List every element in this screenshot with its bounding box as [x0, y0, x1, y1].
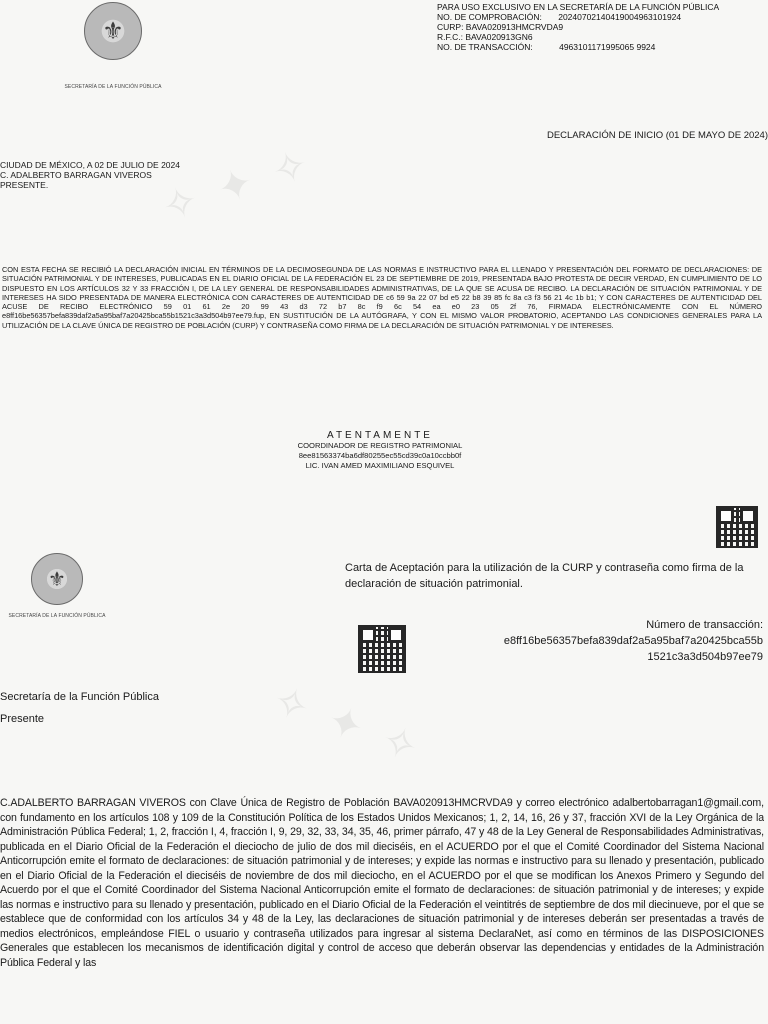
transaction-block — [504, 617, 763, 665]
watermark: ✧ ✦ ✧ — [157, 139, 321, 233]
reception-paragraph: CON ESTA FECHA SE RECIBIÓ LA DECLARACIÓN INICIAL EN TÉRMINOS DE LA DECIMOSEGUNDA DE LAS NORMAS E INSTRUCTIVO PARA EL LLENADO Y PRESENTACIÓN DEL FORMATO DE DECLARACIONES: DE SITUACIÓN PATRIMONIAL Y DE INTERESES, PUBLICADAS EN EL DIARIO OFICIAL DE LA FEDERACIÓN EL 23 DE SEPTIEMBRE DE 2019, PRESENTADA BAJO PROTESTA DE DECIR VERDAD, EN CUMPLIMIENTO DE LO DISPUESTO EN LOS ARTÍCULOS 32 Y 33 FRACCIÓN I, DE LA LEY GENERAL DE RESPONSABILIDADES ADMINISTRATIVAS, DE LA QUE SE ACUSA DE RECIBO. LA DECLARACIÓN DE SITUACIÓN PATRIMONIAL Y DE INTERESES HA SIDO PRESENTADA DE MANERA ELECTRÓNICA CON CARACTERES DE AUTENTICIDAD DE c6 59 9a 22 07 bd e5 22 b8 39 85 fc 8a c3 f3 56 21 4c 1b b1; Y CON CARACTERES DE AUTENTICIDAD DEL ACUSE DE RECIBO ELECTRÓNICO 59 01 61 2e 20 99 43 d3 72 b7 8c f9 6c 54 ea e0 23 05 2f 76, FIRMADA ELECTRÓNICAMENTE CON EL NÚMERO e8ff16be56357befa839daf2a5a95baf7a20425bca55b1521c3a3d504b97ee79.fup, EN SUSTITUCIÓN DE LA AUTÓGRAFA, Y CON EL MISMO VALOR PROBATORIO, ACEPTANDO LAS CONDICIONES GENERALES PARA LA UTILIZACIÓN DE LA CLAVE ÚNICA DE REGISTRO DE POBLACIÓN (CURP) Y CONTRASEÑA COMO FIRMA DE LA DECLARACIÓN DE SITUACIÓN PATRIMONIAL Y DE INTERESES. — [2, 265, 762, 330]
header-info — [437, 2, 762, 52]
qr-code-icon — [716, 506, 758, 548]
signature-block — [240, 431, 520, 471]
comprobacion-value: 20240702140419004963101924 — [558, 12, 682, 22]
watermark: ✧ ✦ ✧ — [266, 677, 430, 775]
comprobacion-row — [437, 12, 762, 22]
second-seal-block — [2, 553, 112, 619]
signer-role: COORDINADOR DE REGISTRO PATRIMONIAL — [297, 441, 463, 450]
eagle-seal-icon: ⚜ — [84, 2, 142, 60]
comprobacion-label: NO. DE COMPROBACIÓN: — [437, 12, 542, 22]
transaccion-row — [437, 42, 762, 52]
rfc-line: R.F.C.: BAVA020913GN6 — [437, 32, 533, 42]
address-block — [0, 160, 180, 190]
recipient-block — [0, 686, 159, 730]
city-date: CIUDAD DE MÉXICO, A 02 DE JULIO DE 2024 — [0, 160, 180, 170]
recipient-name: C. ADALBERTO BARRAGAN VIVEROS — [0, 170, 152, 180]
transaction-line-2: 1521c3a3d504b97ee79 — [647, 651, 763, 663]
carta-title: Carta de Aceptación para la utilización de la CURP y contraseña como firma de la declaración de situación patrimonial. — [345, 562, 744, 590]
presente-text: Presente — [0, 713, 45, 725]
transaccion-value: 4963101171995065 9924 — [559, 42, 656, 52]
exclusive-use-text: PARA USO EXCLUSIVO EN LA SECRETARÍA DE LA FUNCIÓN PÚBLICA — [437, 2, 720, 12]
top-seal-block — [58, 2, 168, 90]
qr-code-icon — [358, 625, 406, 673]
curp-line: CURP: BAVA020913HMCRVDA9 — [437, 22, 564, 32]
signer-hash: 8ee81563374ba6df80255ec55cd39c0a10ccbb0f — [298, 451, 462, 460]
signer-name: LIC. IVAN AMED MAXIMILIANO ESQUIVEL — [305, 461, 455, 470]
declaration-title: DECLARACIÓN DE INICIO (01 DE MAYO DE 2024) — [546, 130, 768, 141]
secretaria-name: Secretaría de la Función Pública — [0, 691, 159, 703]
seal-caption: SECRETARÍA DE LA FUNCIÓN PÚBLICA — [8, 613, 106, 619]
present-text: PRESENTE. — [0, 180, 49, 190]
seal-caption: SECRETARÍA DE LA FUNCIÓN PÚBLICA — [64, 84, 162, 90]
eagle-seal-icon: ⚜ — [31, 553, 83, 605]
transaction-label: Número de transacción: — [646, 619, 763, 631]
transaccion-label: NO. DE TRANSACCIÓN: — [437, 42, 533, 52]
acceptance-paragraph: C.ADALBERTO BARRAGAN VIVEROS con Clave Única de Registro de Población BAVA020913HMCRVDA9 y correo electrónico adalbertobarragan1@gmail.com, con fundamento en los artículos 108 y 109 de la Constitución Política de los Estados Unidos Mexicanos; 1, 2, 14, 16, 26 y 37, fracción XVI de la Ley Orgánica de la Administración Pública Federal; 1, 2, fracción I, 4, fracción I, 9, 29, 32, 33, 34, 35, 46, primer párrafo, 47 y 48 de la Ley General de Responsabilidades Administrativas, publicada en el Diario Oficial de la Federación el dieciocho de julio de dos mil dieciséis, en el ACUERDO por el que el Comité Coordinador del Sistema Nacional Anticorrupción emite el formato de declaraciones: de situación patrimonial y de intereses; y expide las normas e instructivo para su llenado y presentación, publicado en el Diario Oficial de la Federación el dieciséis de noviembre de dos mil dieciocho, en el ACUERDO por el que se modifican los Anexos Primero y Segundo del Acuerdo por el que el Comité Coordinador del Sistema Nacional Anticorrupción emite el formato de declaraciones: de situación patrimonial y de intereses; y expide las normas e instructivo para su llenado y presentación, publicado en el Diario Oficial de la Federación el veintitrés de septiembre de dos mil diecinueve, por el que se establece que de conformidad con los artículos 34 y 48 de la Ley, las declaraciones de situación patrimonial y de intereses deberán ser presentadas a través de medios electrónicos, empleándose FIEL o usuario y contraseña utilizados para ingresar al sistema DeclaraNet, así como en términos de las DISPOSICIONES Generales que establecen los mecanismos de identificación digital y control de acceso que deberán observar las dependencias y entidades de la Administración Pública Federal y las — [0, 797, 764, 969]
transaction-line-1: e8ff16be56357befa839daf2a5a95baf7a20425bca55b — [503, 635, 763, 647]
atentamente: ATENTAMENTE — [327, 430, 433, 441]
